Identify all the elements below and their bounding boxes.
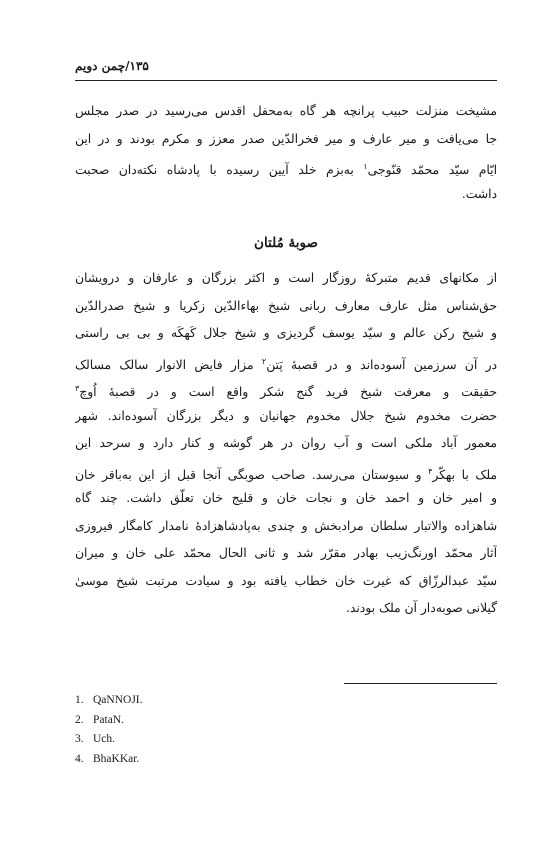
footnote-rule [344,683,497,684]
footnote-text: Uch. [93,733,116,745]
paragraph-line: معمور آباد ملکی است و آب روان در هر گوشه و کنار دارد و سرحد این [75,436,497,450]
footnote-marker: ۱ [363,162,368,171]
footnote-item [75,691,325,711]
footnote-marker: ۴ [428,466,433,476]
paragraph-line: حضرت مخدوم شیخ جلال مخدوم جهانیان و دیگر بزرگان آسوده‌اند. شهر [75,408,497,423]
line-text: در آن سرزمین آسوده‌اند و در قصبهٔ پَتن [266,357,497,372]
paragraph-line: حق‌شناس مثل عارف معارف ربانی شیخ بهاءالدّین زکریا و شیخ صدرالدّین [75,298,497,313]
paragraph-line: گیلانی صوبه‌دار آن ملک بودند. [346,601,497,615]
paragraph-line [75,458,497,486]
footnote-text: PataN. [93,713,124,726]
running-header [75,59,497,87]
footnotes [75,691,325,769]
header-rule [75,80,497,81]
footnote-number: 2. [75,713,84,726]
paragraph-2 [75,265,497,623]
footnote-text: QaNNOJI. [93,694,143,706]
line-text: ایّام سیّد محمّد قنّوجی [367,163,497,178]
paragraph-line [75,153,497,181]
paragraph-line: از مکانهای قدیم متبرکهٔ روزگار است و اکثر بزرگان و عارفان و درویشان [75,271,497,285]
paragraph-line [75,375,497,403]
paragraph-line: مشیخت منزلت حبیب پرانچه هر گاه به‌محفل اقدس می‌رسید در صدر مجلس [75,104,497,118]
footnote-item [75,711,325,731]
paragraph-line: سیّد عبدالرزّاق که غیرت خان خطاب یافته بود و سیادت مرتبت شیخ موسیٰ [75,573,497,588]
line-text: حقیقت و معرفت شیخ فرید گنج شکر واقع است و در قصبهٔ اُوچ [79,385,497,400]
line-text: به‌بزم خلد آیین رسیده با پادشاه نکته‌دان صحبت [75,163,364,178]
footnote-item [75,750,325,770]
footnote-number: 3. [75,733,84,745]
line-text: ملک با بهکّر [432,467,497,482]
line-text: و سیوستان می‌رسد. صاحب صوبگی آنجا قبل از این به‌باقر خان [75,467,429,482]
footnote-item [75,730,325,750]
paragraph-line: جا می‌یافت و میر عارف و میر فخرالدّین صدر معزز و مکرم بودند و در این [75,131,497,146]
paragraph-line: داشت. [461,186,497,201]
paragraph-1 [75,98,497,208]
paragraph-line [75,348,497,376]
footnote-marker: ۲ [261,356,267,366]
footnote-text: BhaKKar. [93,752,140,765]
section-title: صوبهٔ مُلتان [254,235,318,251]
paragraph-line: شاهزاده والاتبار سلطان مرادبخش و چندی به‌پادشاهزادهٔ نامدار کامگار فیروزی [75,518,497,533]
footnote-marker: ۳ [75,384,80,393]
page-label: ۱۳۵/چمن دویم [75,59,149,73]
footnote-number: 4. [75,752,84,765]
paragraph-line: و شیخ رکن عالم و سیّد یوسف گردیزی و شیخ جلال کَهکَه و بی بی راستی [75,326,497,340]
line-text: مزار فایض الانوار سالک مسالک [75,357,262,372]
paragraph-line: و امیر خان و احمد خان و نجات خان و قلیج خان تعلّق داشت. چند گاه [75,491,497,505]
paragraph-line: آثار محمّد اورنگ‌زیب بهادر مقرّر شد و ثانی الحال محمّد علی خان و میران [75,546,497,560]
footnote-number: 1. [75,694,84,706]
